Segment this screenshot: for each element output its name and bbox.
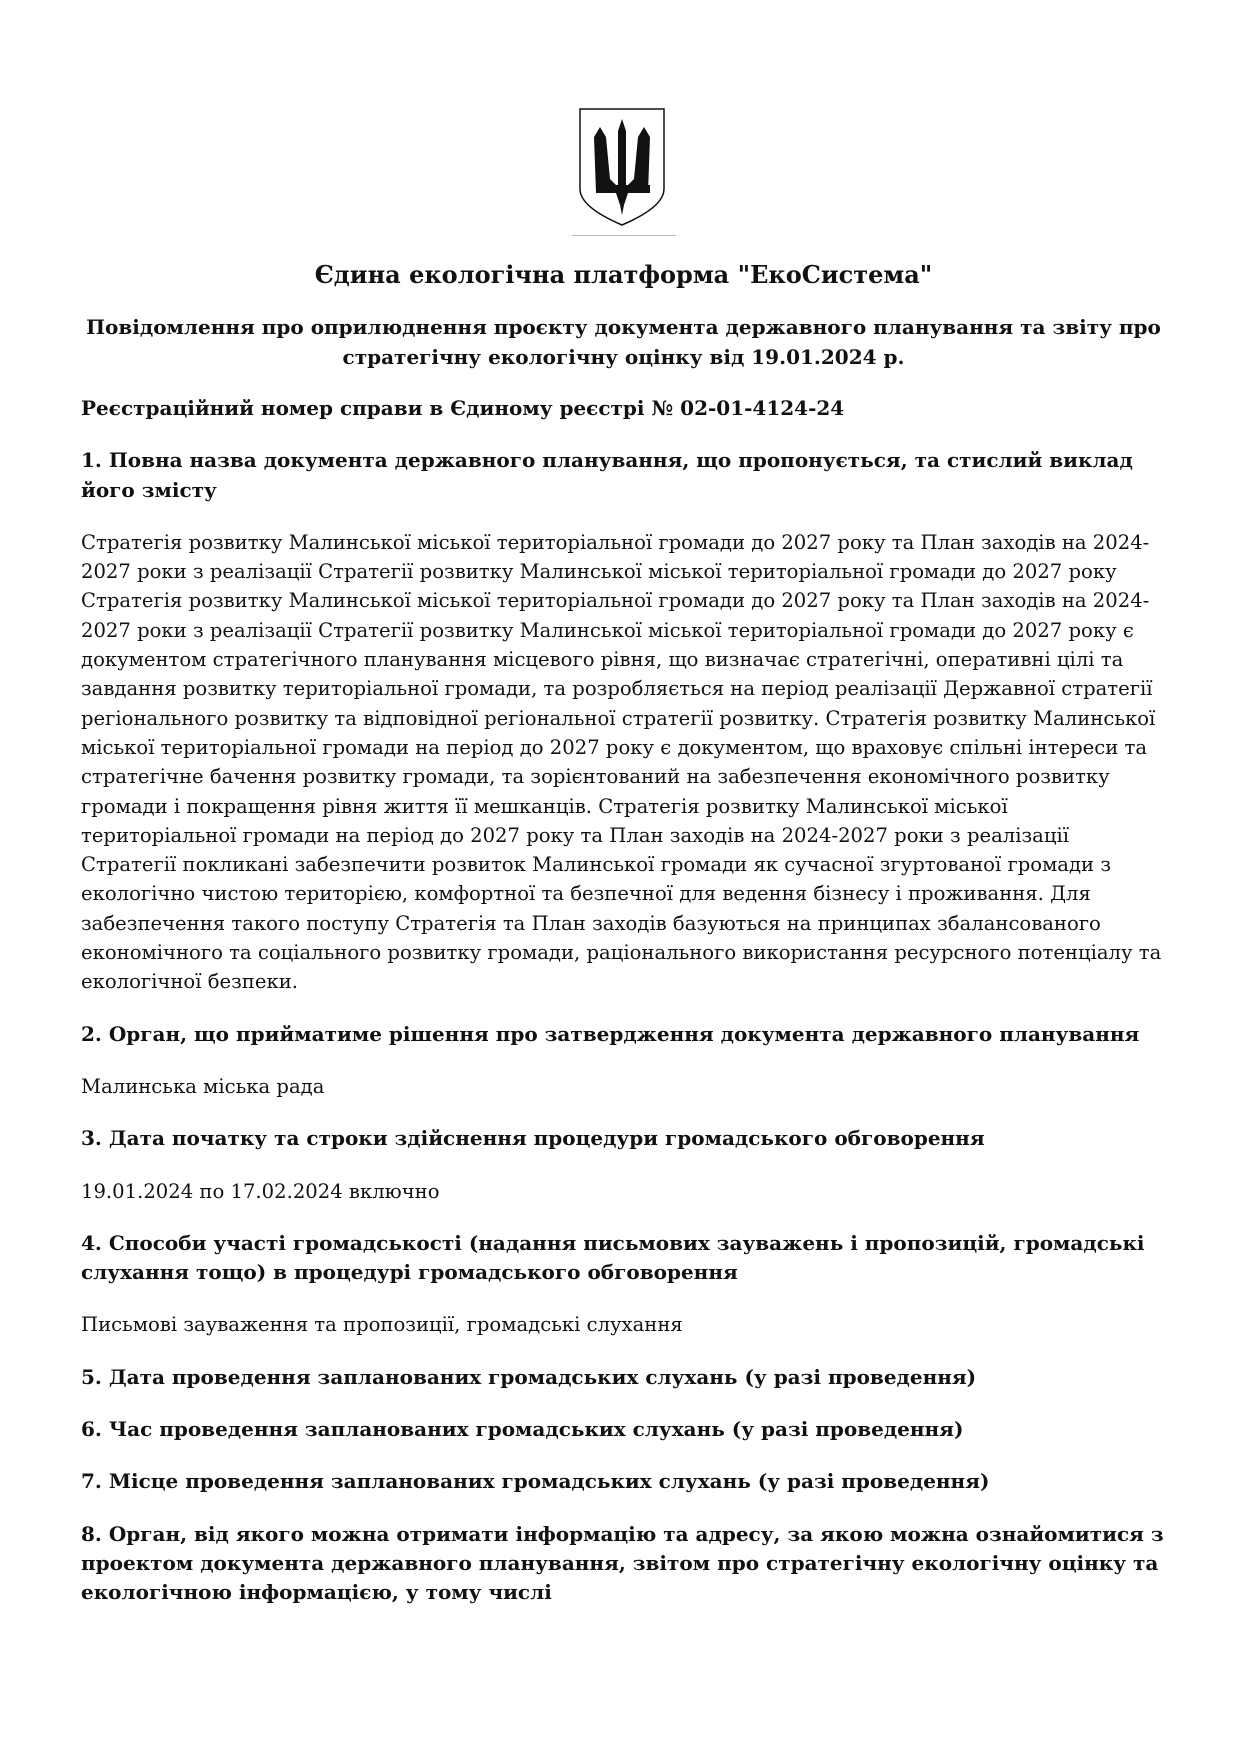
section-1-heading: 1. Повна назва документа державного планування, що пропонується, та стислий виклад його змісту (81, 448, 1133, 502)
section-6-heading: 6. Час проведення запланованих громадських слухань (у разі проведення) (81, 1417, 964, 1442)
section-4-heading: 4. Способи участі громадськості (надання письмових зауважень і пропозицій, громадські слухання тощо) в процедурі громадського обговорення (81, 1230, 1145, 1285)
section-1-text: Стратегія розвитку Малинської міської територіальної громади до 2027 року та План заходів на 2024-2027 роки з реалізації Стратегії розвитку Малинської міської територіальної громади до 2027 року Стратегія розвитку Малинської міської територіальної громади до 2027 року та План заходів на 2024-2027 роки з реалізації Стратегії розвитку Малинської міської територіальної громади до 2027 року є документом стратегічного планування місцевого рівня, що визначає стратегічні, оперативні цілі та завдання розвитку територіальної громади, та розробляється на період реалізації Державної стратегії регіонального розвитку та відповідної регіональної стратегії розвитку. Стратегія розвитку Малинської міської територіальної громади на період до 2027 року є документом, що враховує спільні інтереси та стратегічне бачення розвитку громади, та зорієнтований на забезпечення економічного розвитку громади і покращення рівня життя її мешканців. Стратегія розвитку Малинської міської територіальної громади на період до 2027 року та План заходів на 2024-2027 роки з реалізації Стратегії покликані забезпечити розвиток Малинської громади як сучасної згуртованої громади з екологічно чистою територією, комфортної та безпечної для ведення бізнесу і проживання. Для забезпечення такого поступу Стратегія та План заходів базуються на принципах збалансованого економічного та соціального розвитку громади, раціонального використання ресурсного потенціалу та екологічної безпеки. (81, 530, 1162, 994)
notice-subtitle: Повідомлення про оприлюднення проєкту документа державного планування та звіту про стратегічну екологічну оцінку від 19.01.2024 р. (86, 315, 1161, 369)
header-divider (572, 235, 676, 236)
section-8-heading: 8. Орган, від якого можна отримати інформацію та адресу, за якою можна ознайомитися з проектом документа державного планування, звітом про стратегічну екологічну оцінку та екологічною інформацією, у тому числі (81, 1521, 1164, 1605)
section-4-text: Письмові зауваження та пропозиції, громадські слухання (81, 1313, 683, 1337)
section-3-heading: 3. Дата початку та строки здійснення процедури громадського обговорення (81, 1126, 985, 1151)
section-5-heading: 5. Дата проведення запланованих громадських слухань (у разі проведення) (81, 1364, 977, 1389)
section-7-heading: 7. Місце проведення запланованих громадських слухань (у разі проведення) (81, 1469, 990, 1494)
document-body (81, 258, 1166, 1631)
section-3-text: 19.01.2024 по 17.02.2024 включно (81, 1179, 440, 1203)
coat-of-arms-icon (578, 107, 668, 227)
section-2-text: Малинська міська рада (81, 1074, 325, 1098)
section-2-heading: 2. Орган, що прийматиме рішення про затвердження документа державного планування (81, 1021, 1140, 1046)
registration-number: Реєстраційний номер справи в Єдиному реєстрі № 02-01-4124-24 (81, 396, 845, 420)
page-title: Єдина екологічна платформа "ЕкоСистема" (314, 260, 933, 289)
